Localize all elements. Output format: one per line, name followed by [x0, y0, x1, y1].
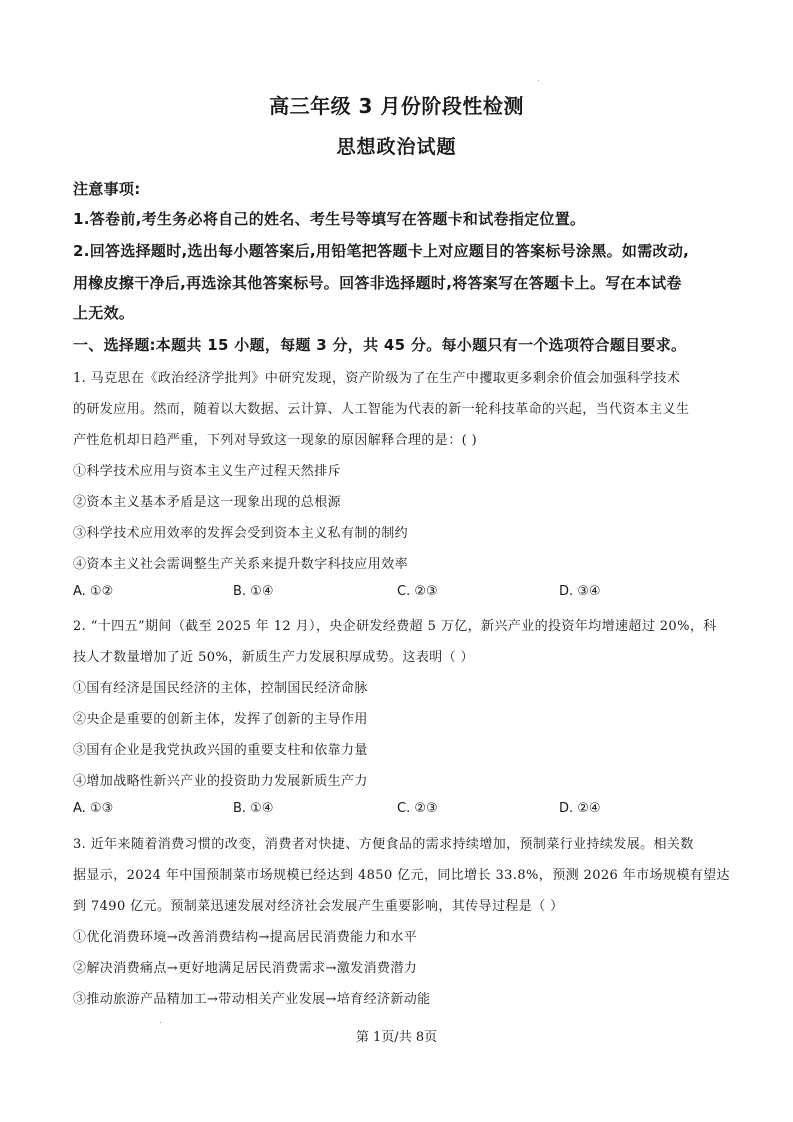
q2-item-4: ④增加战略性新兴产业的投资助力发展新质生产力 — [73, 774, 368, 789]
q1-stem-line-1: 1. 马克思在《政治经济学批判》中研究发现，资产阶级为了在生产中攫取更多剩余价值会加强科学技术 — [73, 371, 681, 386]
scan-speck — [160, 1022, 161, 1023]
exam-title: 高三年级 3 月份阶段性检测 — [269, 94, 524, 118]
q1-option-d[interactable]: D. ③④ — [559, 584, 601, 599]
q2-option-d[interactable]: D. ②④ — [559, 801, 601, 816]
scan-speck — [538, 80, 539, 81]
q2-option-a[interactable]: A. ①③ — [73, 801, 114, 816]
notice-line-1: 1.答卷前,考生务必将自己的姓名、考生号等填写在答题卡和试卷指定位置。 — [73, 210, 586, 228]
q2-item-3: ③国有企业是我党执政兴国的重要支柱和依靠力量 — [73, 743, 368, 758]
q1-item-4: ④资本主义社会需调整生产关系来提升数字科技应用效率 — [73, 557, 409, 572]
q2-option-c[interactable]: C. ②③ — [397, 801, 438, 816]
q1-item-1: ①科学技术应用与资本主义生产过程天然排斥 — [73, 464, 342, 479]
notice-heading: 注意事项: — [73, 180, 141, 198]
q3-item-2: ②解决消费痛点→更好地满足居民消费需求→激发消费潜力 — [73, 961, 418, 976]
q3-stem-line-1: 3. 近年来随着消费习惯的改变，消费者对快捷、方便食品的需求持续增加，预制菜行业持续发展。相关数 — [73, 837, 694, 852]
q2-option-b[interactable]: B. ①④ — [233, 801, 274, 816]
notice-line-2: 2.回答选择题时,选出每小题答案后,用铅笔把答题卡上对应题目的答案标号涂黑。如需改动, — [73, 242, 690, 260]
q1-item-2: ②资本主义基本矛盾是这一现象出现的总根源 — [73, 495, 342, 510]
q3-stem-line-2: 据显示，2024 年中国预制菜市场规模已经达到 4850 亿元，同比增长 33.8%，预测 2026 年市场规模有望达 — [73, 868, 730, 883]
q2-stem-line-1: 2. “十四五”期间（截至 2025 年 12 月），央企研发经费超 5 万亿，新兴产业的投资年均增速超过 20%，科 — [73, 619, 717, 634]
q1-option-c[interactable]: C. ②③ — [397, 584, 438, 599]
q1-stem-line-2: 的研发应用。然而，随着以大数据、云计算、人工智能为代表的新一轮科技革命的兴起，当代资本主义生 — [73, 402, 690, 417]
q1-item-3: ③科学技术应用效率的发挥会受到资本主义私有制的制约 — [73, 526, 409, 541]
q3-stem-line-3: 到 7490 亿元。预制菜迅速发展对经济社会发展产生重要影响，其传导过程是（ ） — [73, 899, 564, 914]
q1-option-b[interactable]: B. ①④ — [233, 584, 274, 599]
exam-subject: 思想政治试题 — [336, 136, 457, 158]
q1-option-a[interactable]: A. ①② — [73, 584, 114, 599]
q1-stem-line-3: 产性危机却日趋严重，下列对导致这一现象的原因解释合理的是：( ) — [73, 433, 478, 448]
q3-item-3: ③推动旅游产品精加工→带动相关产业发展→培育经济新动能 — [73, 992, 431, 1007]
notice-line-3: 用橡皮擦干净后,再选涂其他答案标号。回答非选择题时,将答案写在答题卡上。写在本试卷 — [73, 274, 682, 292]
q2-item-2: ②央企是重要的创新主体，发挥了创新的主导作用 — [73, 712, 368, 727]
notice-line-4: 上无效。 — [73, 304, 135, 322]
q2-item-1: ①国有经济是国民经济的主体，控制国民经济命脉 — [73, 681, 368, 696]
page-number: 第 1页/共 8页 — [355, 1030, 438, 1045]
q1-options — [73, 584, 723, 602]
q2-stem-line-2: 技人才数量增加了近 50%，新质生产力发展积厚成势。这表明（ ） — [73, 650, 474, 665]
q3-item-1: ①优化消费环境→改善消费结构→提高居民消费能力和水平 — [73, 930, 418, 945]
q2-options — [73, 801, 723, 819]
section1-heading: 一、选择题:本题共 15 小题，每题 3 分，共 45 分。每小题只有一个选项符合题目要求。 — [73, 336, 687, 354]
